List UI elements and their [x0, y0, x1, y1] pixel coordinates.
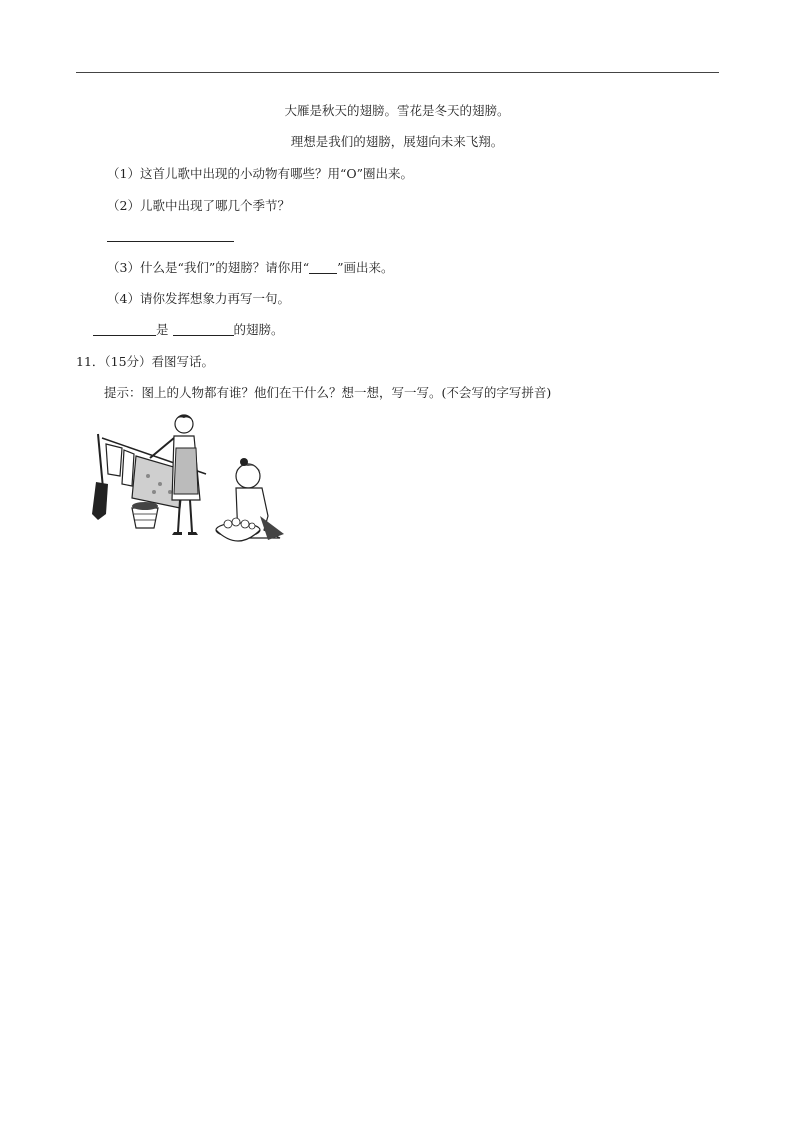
question-3 — [107, 260, 394, 276]
underline-sample — [309, 261, 337, 274]
question-4-connector: 是 — [156, 322, 169, 337]
picture-mother-and-girl-laundry — [88, 404, 292, 554]
answer-line-q2[interactable] — [107, 241, 234, 242]
poem-line-1: 大雁是秋天的翅膀。雪花是冬天的翅膀。 — [284, 103, 510, 118]
question-3-text-before: （3）什么是“我们”的翅膀？请你用“ — [107, 260, 310, 275]
question-11-hint: 提示：图上的人物都有谁？他们在干什么？想一想，写一写。(不会写的字写拼音) — [104, 385, 552, 400]
question-3-text-after: ”画出来。 — [337, 260, 394, 275]
question-4: （4）请你发挥想象力再写一句。 — [107, 291, 290, 306]
question-4-answer — [93, 322, 284, 338]
answer-blank-1[interactable] — [93, 323, 156, 336]
header-rule — [76, 72, 719, 73]
question-4-ending: 的翅膀。 — [233, 322, 284, 337]
answer-blank-2[interactable] — [173, 323, 234, 336]
question-11-title: 11．（15分）看图写话。 — [76, 354, 215, 369]
question-2: （2）儿歌中出现了哪几个季节？ — [107, 198, 290, 213]
question-1: （1）这首儿歌中出现的小动物有哪些？用“O”圈出来。 — [107, 166, 413, 181]
poem-line-2: 理想是我们的翅膀，展翅向未来飞翔。 — [290, 134, 504, 149]
